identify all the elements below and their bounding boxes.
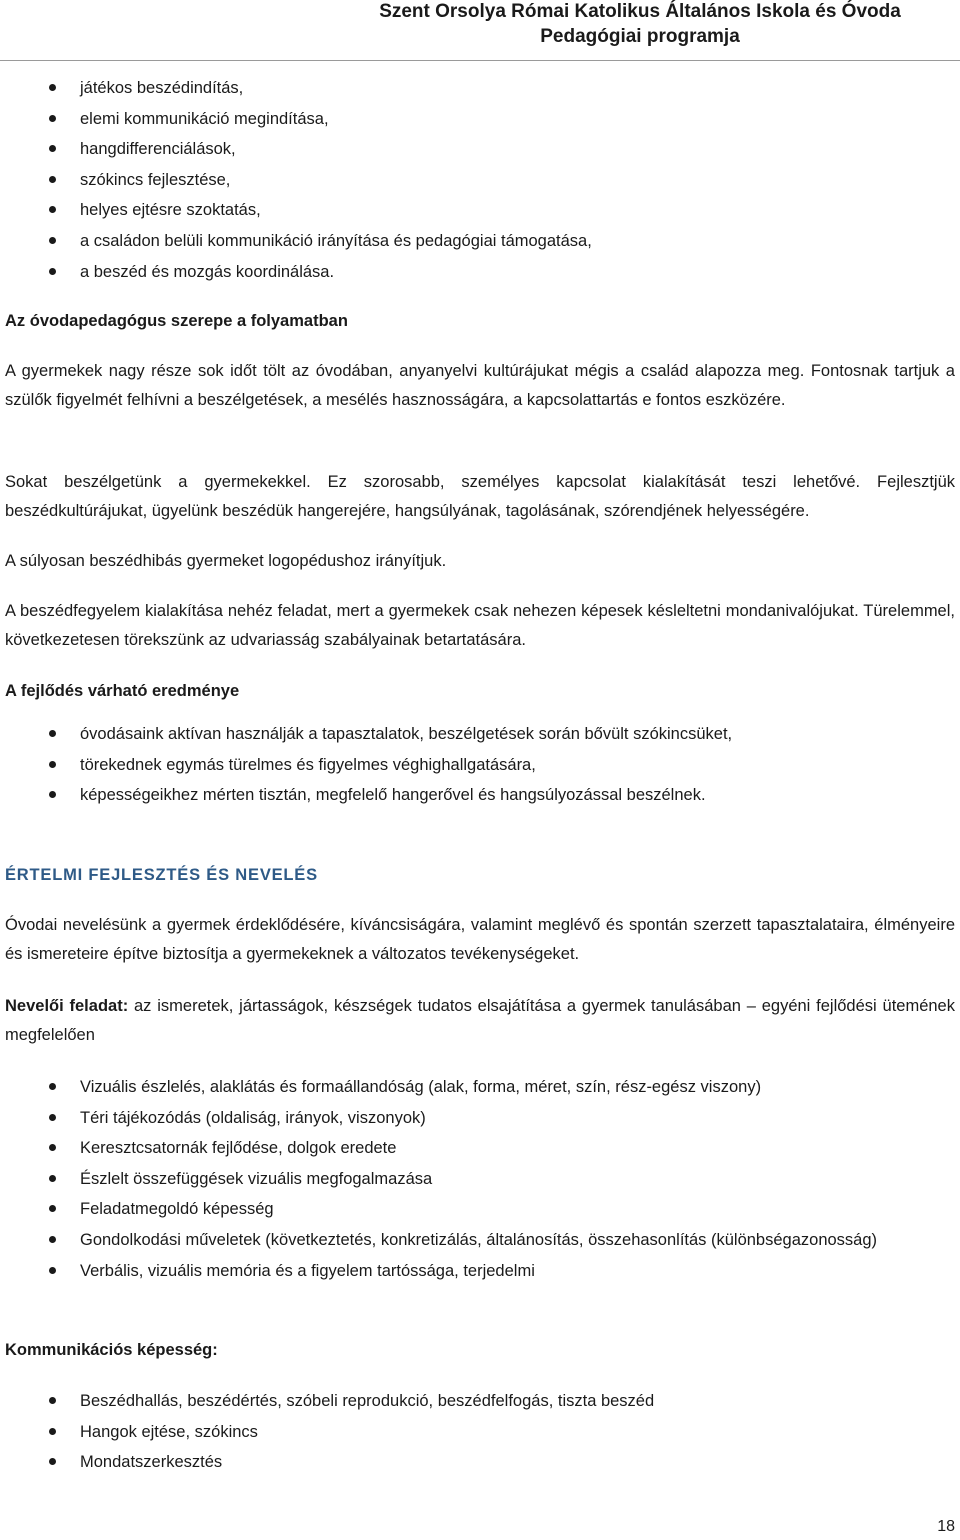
- bullet-icon: [49, 1428, 56, 1435]
- list-item: a családon belüli kommunikáció irányítása és pedagógiai támogatása,: [5, 226, 955, 257]
- list-item: képességeikhez mérten tisztán, megfelelő hangerővel és hangsúlyozással beszélnek.: [5, 780, 955, 811]
- list-expected-results: [5, 719, 955, 811]
- list-item: a beszéd és mozgás koordinálása.: [5, 257, 955, 288]
- list-item: Vizuális észlelés, alaklátás és formaállandóság (alak, forma, méret, szín, rész-egész viszony): [5, 1072, 955, 1103]
- bullet-icon: [49, 1083, 56, 1090]
- bullet-icon: [49, 84, 56, 91]
- bullet-icon: [49, 268, 56, 275]
- bullet-icon: [49, 206, 56, 213]
- list-communication-skills: [5, 1386, 955, 1478]
- list-item: Gondolkodási műveletek (következtetés, konkretizálás, általánosítás, összehasonlítás (különbségazonosság): [5, 1225, 955, 1256]
- task-label: Nevelői feladat:: [5, 997, 129, 1015]
- result-heading: A fejlődés várható eredménye: [5, 682, 240, 700]
- bullet-icon: [49, 145, 56, 152]
- section-title: ÉRTELMI FEJLESZTÉS ÉS NEVELÉS: [5, 866, 318, 884]
- list-cognitive-skills: [5, 1072, 955, 1286]
- page-header: [0, 0, 960, 61]
- list-speech-development: [5, 73, 955, 287]
- list-item: Téri tájékozódás (oldaliság, irányok, viszonyok): [5, 1103, 955, 1134]
- bullet-icon: [49, 1458, 56, 1465]
- list-item: elemi kommunikáció megindítása,: [5, 104, 955, 135]
- paragraph-educator-task: [5, 992, 955, 1049]
- communication-heading: Kommunikációs képesség:: [5, 1341, 218, 1359]
- paragraph-speech-discipline: A beszédfegyelem kialakítása nehéz feladat, mert a gyermekek csak nehezen képesek késleltetni mondanivalójukat. Türelemmel, következetesen törekszünk az udvariasság szabályainak betartatására.: [5, 602, 955, 649]
- list-item: óvodásaink aktívan használják a tapasztalatok, beszélgetések során bővült szókincsüket,: [5, 719, 955, 750]
- bullet-icon: [49, 1144, 56, 1151]
- list-item: Mondatszerkesztés: [5, 1447, 955, 1478]
- bullet-icon: [49, 791, 56, 798]
- list-item: törekednek egymás türelmes és figyelmes véghighallgatására,: [5, 750, 955, 781]
- bullet-icon: [49, 237, 56, 244]
- list-item: helyes ejtésre szoktatás,: [5, 195, 955, 226]
- bullet-icon: [49, 1175, 56, 1182]
- bullet-icon: [49, 1114, 56, 1121]
- list-item: szókincs fejlesztése,: [5, 165, 955, 196]
- bullet-icon: [49, 1205, 56, 1212]
- list-item: Feladatmegoldó képesség: [5, 1194, 955, 1225]
- header-document-title: Pedagógiai programja: [540, 26, 740, 47]
- bullet-icon: [49, 115, 56, 122]
- list-item: Keresztcsatornák fejlődése, dolgok eredete: [5, 1133, 955, 1164]
- list-item: játékos beszédindítás,: [5, 73, 955, 104]
- paragraph-family-role: A gyermekek nagy része sok időt tölt az óvodában, anyanyelvi kultúrájukat mégis a család alapozza meg. Fontosnak tartjuk a szülők figyelmét felhívni a beszélgetések, a mesélés hasznosságára, a kapcsolattartás e fontos eszközére.: [5, 362, 955, 409]
- bullet-icon: [49, 1397, 56, 1404]
- role-heading: Az óvodapedagógus szerepe a folyamatban: [5, 312, 348, 330]
- task-text: az ismeretek, jártasságok, készségek tudatos elsajátítása a gyermek tanulásában – egyéni fejlődési ütemének megfelelően: [5, 997, 955, 1044]
- bullet-icon: [49, 730, 56, 737]
- list-item: hangdifferenciálások,: [5, 134, 955, 165]
- bullet-icon: [49, 1236, 56, 1243]
- page-number: 18: [937, 1518, 955, 1535]
- list-item: Verbális, vizuális memória és a figyelem tartóssága, terjedelmi: [5, 1256, 955, 1287]
- list-item: Hangok ejtése, szókincs: [5, 1417, 955, 1448]
- list-item: Észlelt összefüggések vizuális megfogalmazása: [5, 1164, 955, 1195]
- bullet-icon: [49, 1267, 56, 1274]
- paragraph-speech-therapist: A súlyosan beszédhibás gyermeket logopédushoz irányítjuk.: [5, 552, 447, 570]
- bullet-icon: [49, 761, 56, 768]
- list-item: Beszédhallás, beszédértés, szóbeli reprodukció, beszédfelfogás, tiszta beszéd: [5, 1386, 955, 1417]
- paragraph-intellectual-education: Óvodai nevelésünk a gyermek érdeklődésére, kíváncsiságára, valamint meglévő és spontán szerzett tapasztalataira, élményeire és ismereteire építve biztosítja a gyermekeknek a változatos tevékenységeket.: [5, 916, 955, 963]
- header-school-name: Szent Orsolya Római Katolikus Általános Iskola és Óvoda: [379, 1, 901, 22]
- bullet-icon: [49, 176, 56, 183]
- paragraph-conversation: Sokat beszélgetünk a gyermekekkel. Ez szorosabb, személyes kapcsolat kialakítását teszi lehetővé. Fejlesztjük beszédkultúrájukat, ügyelünk beszédük hangerejére, hangsúlyának, tagolásának, szórendjének helyességére.: [5, 473, 955, 520]
